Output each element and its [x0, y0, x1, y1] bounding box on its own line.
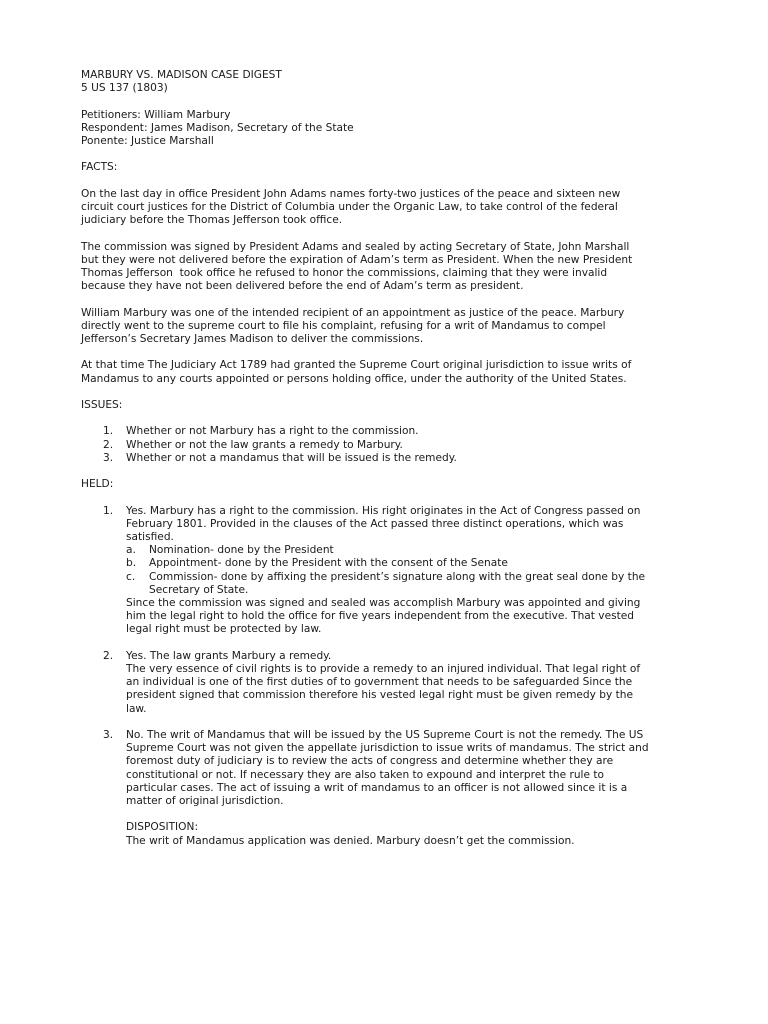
text-line: No. The writ of Mandamus that will be issued by the US Supreme Court is not the remedy. The US [126, 728, 644, 741]
text-line: because they have not been delivered before the end of Adam’s term as president. [81, 280, 524, 293]
text-line: Secretary of State. [149, 583, 249, 596]
text-line: The commission was signed by President Adams and sealed by acting Secretary of State, John Marshall [81, 240, 630, 253]
text-line: Supreme Court was not given the appellate jurisdiction to issue writs of mandamus. The strict and [126, 742, 649, 755]
held-item-2 [81, 650, 691, 716]
list-number: 2. [103, 649, 114, 662]
facts-heading: FACTS: [81, 161, 118, 174]
list-item [81, 425, 691, 438]
sub-list-item [81, 544, 691, 557]
text-line: an individual is one of the first duties of to government that needs to be safeguarded Since the [126, 676, 633, 689]
list-item-text: Whether or not the law grants a remedy to Marbury. [126, 438, 403, 451]
text-line: but they were not delivered before the expiration of Adam’s term as President. When the new President [81, 253, 633, 266]
held-heading: HELD: [81, 478, 114, 491]
list-item [81, 452, 691, 465]
text-line: matter of original jurisdiction. [126, 794, 284, 807]
sub-list-letter: a. [126, 544, 136, 557]
sub-list-item [81, 571, 691, 597]
disposition-heading: DISPOSITION: [126, 821, 199, 834]
held-list [81, 505, 691, 848]
text-line: constitutional or not. If necessary they are also taken to expound and interpret the rule to [126, 768, 605, 781]
facts-paragraph-4 [81, 359, 691, 385]
respondent-line: Respondent: James Madison, Secretary of the State [81, 121, 354, 134]
facts-paragraph-2 [81, 241, 691, 294]
held-item-1-conclusion [81, 597, 691, 637]
text-line: Mandamus to any courts appointed or persons holding office, under the authority of the United States. [81, 372, 627, 385]
list-item [81, 439, 691, 452]
document-page [81, 69, 691, 848]
text-line: foremost duty of judiciary is to review the acts of congress and determine whether they are [126, 755, 614, 768]
list-item-text: Whether or not a mandamus that will be issued is the remedy. [126, 451, 457, 464]
sub-list-item [81, 557, 691, 570]
disposition-text: The writ of Mandamus application was denied. Marbury doesn’t get the commission. [126, 834, 575, 847]
text-line: particular cases. The act of issuing a writ of mandamus to an officer is not allowed since it is a [126, 781, 628, 794]
case-citation: 5 US 137 (1803) [81, 82, 168, 95]
sub-list-letter: c. [126, 570, 136, 583]
list-number: 1. [103, 425, 114, 438]
list-item-text: Whether or not Marbury has a right to the commission. [126, 425, 419, 438]
text-line: circuit court justices for the District of Columbia under the Organic Law, to take control of the federal [81, 200, 618, 213]
held-item-1 [81, 505, 691, 545]
facts-paragraph-1 [81, 188, 691, 228]
facts-paragraph-3 [81, 307, 691, 347]
issues-heading: ISSUES: [81, 398, 123, 411]
list-number: 1. [103, 504, 114, 517]
text-line: Yes. The law grants Marbury a remedy. [126, 649, 332, 662]
text-line: Since the commission was signed and sealed was accomplish Marbury was appointed and giving [126, 596, 641, 609]
text-line: judiciary before the Thomas Jefferson took office. [81, 214, 343, 227]
text-line: On the last day in office President John Adams names forty-two justices of the peace and sixteen new [81, 187, 621, 200]
list-number: 2. [103, 438, 114, 451]
text-line: Jefferson’s Secretary James Madison to deliver the commissions. [81, 332, 424, 345]
sub-list-letter: b. [126, 557, 137, 570]
text-line: law. [126, 702, 147, 715]
text-line: satisfied. [126, 530, 174, 543]
text-line: directly went to the supreme court to file his complaint, refusing for a writ of Mandamus to compel [81, 319, 606, 332]
text-line: him the legal right to hold the office for five years independent from the executive. That vested [126, 610, 635, 623]
issues-list [81, 425, 691, 465]
list-number: 3. [103, 728, 114, 741]
text-line: Commission- done by affixing the president’s signature along with the great seal done by the [149, 570, 646, 583]
text-line: president signed that commission therefore his vested legal right must be given remedy by the [126, 689, 634, 702]
text-line: Yes. Marbury has a right to the commission. His right originates in the Act of Congress passed on [126, 504, 641, 517]
list-number: 3. [103, 451, 114, 464]
held-item-3 [81, 729, 691, 848]
petitioners-line: Petitioners: William Marbury [81, 108, 231, 121]
text-line: Nomination- done by the President [149, 544, 334, 557]
text-line: At that time The Judiciary Act 1789 had granted the Supreme Court original jurisdiction to issue writs of [81, 359, 632, 372]
text-line: Thomas Jefferson took office he refused to honor the commissions, claiming that they were invalid [81, 266, 608, 279]
text-line: William Marbury was one of the intended recipient of an appointment as justice of the peace. Marbury [81, 306, 625, 319]
text-line: legal right must be protected by law. [126, 623, 322, 636]
text-line: February 1801. Provided in the clauses of the Act passed three distinct operations, which was [126, 517, 624, 530]
text-line: Appointment- done by the President with the consent of the Senate [149, 557, 508, 570]
ponente-line: Ponente: Justice Marshall [81, 135, 214, 147]
text-line: The very essence of civil rights is to provide a remedy to an injured individual. That legal right of [126, 662, 641, 675]
document-title: MARBURY VS. MADISON CASE DIGEST [81, 69, 282, 81]
